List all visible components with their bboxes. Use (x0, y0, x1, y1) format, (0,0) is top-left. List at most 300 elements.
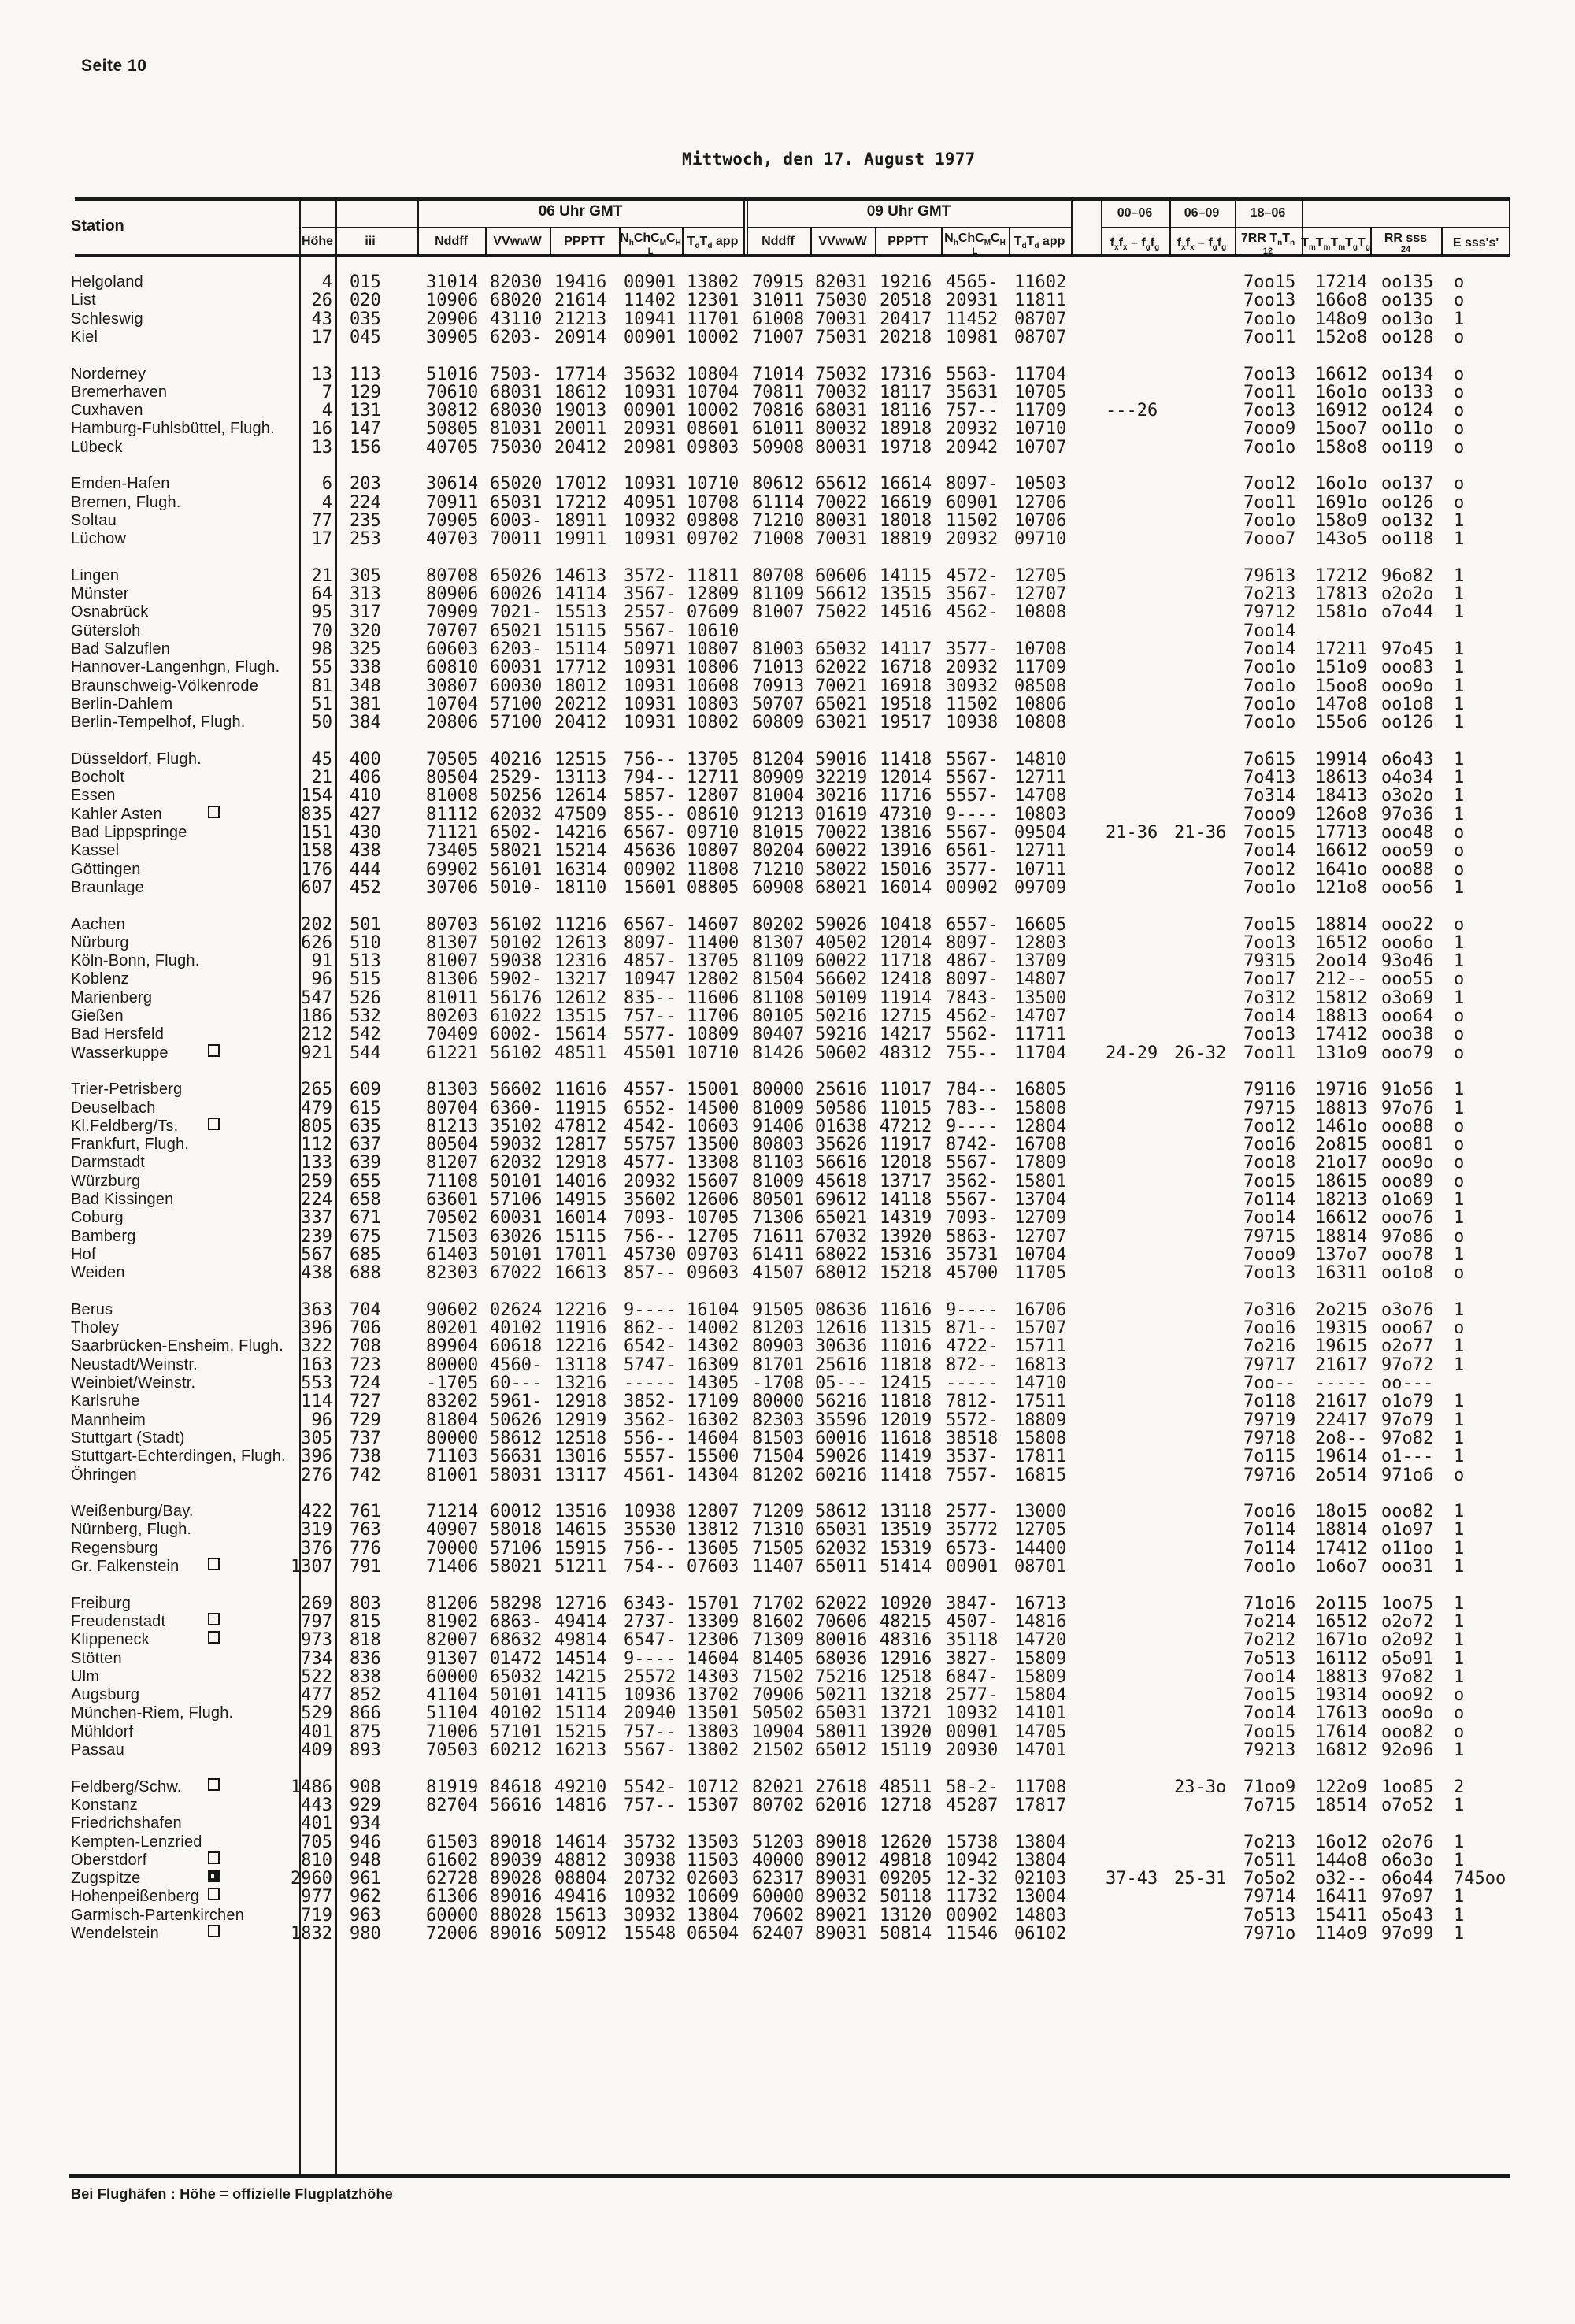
ppptt-06: 47509 (554, 804, 607, 825)
ppptt-09: 48316 (880, 1630, 932, 1651)
ppptt-09: 13920 (880, 1722, 932, 1742)
tmtm-value: 121o8 (1315, 877, 1368, 898)
vvwww-06: 4560- (490, 1355, 543, 1375)
header-bottom-line (75, 254, 1510, 257)
ppptt-06: 21213 (554, 309, 607, 329)
vvwww-09: 27618 (815, 1777, 868, 1797)
vvwww-06: 56602 (490, 1080, 543, 1100)
nddff-09: 91505 (752, 1299, 805, 1320)
tdtd-09: 10706 (1014, 510, 1067, 531)
esss-value: 1 (1454, 1850, 1465, 1870)
nddff-09: 80501 (752, 1190, 805, 1210)
esss-value: 1 (1454, 1447, 1465, 1467)
ppptt-06: 49416 (554, 1887, 607, 1907)
tmtm-value: 114o9 (1315, 1924, 1368, 1944)
esss-value: 1 (1454, 309, 1465, 329)
station-name: Saarbrücken-Ensheim, Flugh. (71, 1337, 284, 1355)
nddff-09: 70915 (752, 272, 805, 292)
tmtm-value: 16612 (1315, 841, 1368, 862)
nddff-06: 40705 (426, 437, 479, 458)
nhcl-09: 20930 (946, 1740, 999, 1760)
tdtd-06: 12802 (687, 969, 739, 990)
ppptt-06: 15114 (554, 1703, 607, 1724)
nhcl-06: 9---- (624, 1299, 676, 1320)
ppptt-09: 18117 (880, 382, 932, 402)
col-header-tdtd-09: $T_dT_d$ app (1014, 235, 1065, 250)
station-name: Nürnberg, Flugh. (71, 1521, 192, 1539)
nddff-09: 31011 (752, 291, 805, 311)
table-row (0, 1650, 1575, 1668)
7rr-value: 7oo14 (1243, 1703, 1296, 1724)
ppptt-06: 17712 (554, 658, 607, 678)
tdtd-06: 13804 (687, 1905, 739, 1926)
7rr-value: 7oo1o (1243, 437, 1296, 458)
ppptt-06: 20914 (554, 327, 607, 347)
nhcl-09: 11502 (946, 694, 999, 714)
nhcl-06: 35602 (624, 1190, 676, 1210)
ppptt-06: 14614 (554, 1832, 607, 1852)
ppptt-09: 12620 (880, 1832, 932, 1852)
vvwww-06: 84618 (490, 1777, 543, 1797)
hoehe-value: 396 (301, 1318, 332, 1339)
ppptt-06: 19911 (554, 529, 607, 550)
tdtd-06: 10804 (687, 364, 739, 384)
rr24-value: ooo56 (1381, 877, 1434, 898)
hoehe-value: 2960 (291, 1869, 332, 1889)
hoehe-value: 805 (301, 1116, 332, 1136)
vvwww-06: 58612 (490, 1428, 543, 1448)
station-number: 946 (350, 1832, 381, 1852)
vvwww-09: 68036 (815, 1648, 868, 1669)
hoehe-value: 396 (301, 1447, 332, 1467)
header-06-box-right (743, 197, 745, 257)
tdtd-09: 12709 (1014, 1208, 1067, 1229)
nhcl-06: 25572 (624, 1666, 676, 1687)
nhcl-06: 45501 (624, 1043, 676, 1063)
table-row (0, 1173, 1575, 1191)
nhcl-06: 757-- (624, 1795, 676, 1815)
nhcl-09: 5557- (946, 786, 999, 806)
nddff-06: 61306 (426, 1887, 479, 1907)
ppptt-09: 12518 (880, 1666, 932, 1687)
hoehe-value: 734 (301, 1648, 332, 1669)
station-number: 129 (350, 382, 381, 402)
rr24-value: 97o99 (1381, 1924, 1434, 1944)
hoehe-value: 401 (301, 1814, 332, 1834)
hoehe-value: 719 (301, 1905, 332, 1926)
vvwww-09: 30636 (815, 1336, 868, 1357)
nddff-06: 80504 (426, 1135, 479, 1155)
vvwww-06: 50256 (490, 786, 543, 806)
ppptt-06: 17212 (554, 492, 607, 513)
esss-value: 1 (1454, 584, 1465, 605)
nhcl-09: 755-- (946, 1043, 999, 1063)
nhcl-06: 10938 (624, 1502, 676, 1522)
nhcl-09: 4565- (946, 272, 999, 292)
tmtm-value: 2o215 (1315, 1299, 1368, 1320)
ppptt-06: 15114 (554, 639, 607, 659)
tmtm-value: 158o9 (1315, 510, 1368, 531)
vvwww-09: 56612 (815, 584, 868, 605)
hoehe-value: 7 (321, 382, 332, 402)
station-number: 203 (350, 474, 381, 495)
nhcl-06: 10941 (624, 309, 676, 329)
ppptt-06: 14115 (554, 1685, 607, 1706)
hoehe-value: 553 (301, 1373, 332, 1393)
vvwww-06: 65021 (490, 621, 543, 641)
nddff-09: 10904 (752, 1722, 805, 1742)
hoehe-value: 376 (301, 1538, 332, 1559)
nddff-09: 70602 (752, 1905, 805, 1926)
station-number: 635 (350, 1116, 381, 1136)
ppptt-09: 12014 (880, 932, 932, 953)
tdtd-06: 14002 (687, 1318, 739, 1339)
nhcl-09: 11732 (946, 1887, 999, 1907)
7rr-value: 79715 (1243, 1098, 1296, 1118)
fxfx-0609-value: 26-32 (1174, 1043, 1227, 1063)
nhcl-06: 3852- (624, 1392, 676, 1412)
nhcl-06: 8097- (624, 932, 676, 953)
rr24-value: 97o86 (1381, 1226, 1434, 1247)
group-header-06uhr: 06 Uhr GMT (538, 203, 623, 220)
nddff-06: 81303 (426, 1080, 479, 1100)
station-name: Bocholt (71, 769, 125, 787)
esss-value: 1 (1454, 932, 1465, 953)
nhcl-09: 4572- (946, 565, 999, 586)
tdtd-09: 17811 (1014, 1447, 1067, 1467)
7rr-value: 7oo11 (1243, 382, 1296, 402)
ppptt-06: 12918 (554, 1153, 607, 1173)
ppptt-06: 12613 (554, 932, 607, 953)
vvwww-06: 01472 (490, 1648, 543, 1669)
rr24-value: 92o96 (1381, 1740, 1434, 1760)
table-row (0, 916, 1575, 934)
tdtd-06: 10710 (687, 474, 739, 495)
vvwww-09: 67032 (815, 1226, 868, 1247)
vvwww-06: 02624 (490, 1299, 543, 1320)
7rr-value: 79718 (1243, 1428, 1296, 1448)
tmtm-value: 16512 (1315, 1611, 1368, 1632)
tdtd-06: 12809 (687, 584, 739, 605)
ppptt-09: 15316 (880, 1244, 932, 1265)
station-name: Tholey (71, 1319, 120, 1337)
tdtd-06: 07603 (687, 1557, 739, 1577)
tdtd-09: 13704 (1014, 1190, 1067, 1210)
nhcl-09: 7843- (946, 988, 999, 1008)
nddff-09: 21502 (752, 1740, 805, 1760)
nddff-09: 81103 (752, 1153, 805, 1173)
nhcl-06: 9---- (624, 1648, 676, 1669)
tmtm-value: 17211 (1315, 639, 1368, 659)
table-row (0, 1447, 1575, 1466)
ppptt-06: 14915 (554, 1190, 607, 1210)
vvwww-09: 65031 (815, 1703, 868, 1724)
nhcl-06: 5857- (624, 786, 676, 806)
ppptt-09: 13218 (880, 1685, 932, 1706)
table-row (0, 1136, 1575, 1154)
tmtm-value: 15oo7 (1315, 419, 1368, 439)
hoehe-value: 51 (311, 694, 332, 714)
vvwww-09: 62016 (815, 1795, 868, 1815)
station-name: Klippeneck (71, 1631, 150, 1649)
nddff-09: 81504 (752, 969, 805, 990)
tdtd-06: 10609 (687, 1887, 739, 1907)
rr24-value: oo135 (1381, 272, 1434, 292)
station-name: Berlin-Tempelhof, Flugh. (71, 714, 246, 732)
nddff-09: 82303 (752, 1410, 805, 1430)
station-name: Bad Hersfeld (71, 1025, 165, 1043)
7rr-value: 7oo15 (1243, 1171, 1296, 1192)
rr24-value: ooo79 (1381, 1043, 1434, 1063)
vvwww-06: 58021 (490, 1557, 543, 1577)
tdtd-09: 10803 (1014, 804, 1067, 825)
ppptt-06: 13515 (554, 1006, 607, 1026)
ppptt-09: 11616 (880, 1299, 932, 1320)
nddff-06: 70610 (426, 382, 479, 402)
station-number: 224 (350, 492, 381, 513)
header-sep-09c (941, 228, 943, 257)
vvwww-09: 59026 (815, 914, 868, 935)
nhcl-06: 5557- (624, 1447, 676, 1467)
ppptt-09: 14516 (880, 602, 932, 623)
nhcl-06: 50971 (624, 639, 676, 659)
vvwww-06: 2529- (490, 768, 543, 788)
tmtm-value: 1641o (1315, 859, 1368, 880)
ppptt-06: 12216 (554, 1299, 607, 1320)
tdtd-09: 14705 (1014, 1722, 1067, 1742)
rr24-value: ooo9o (1381, 1703, 1434, 1724)
tmtm-value: 2o8-- (1315, 1428, 1368, 1448)
hoehe-value: 96 (311, 1410, 332, 1430)
table-row (0, 622, 1575, 640)
tdtd-06: 13705 (687, 749, 739, 769)
nddff-09: 80202 (752, 914, 805, 935)
col-header-vvwww-06: VVwwW (493, 235, 542, 248)
rr24-value: ooo64 (1381, 1006, 1434, 1026)
hoehe-value: 363 (301, 1299, 332, 1320)
nddff-09: 61011 (752, 419, 805, 439)
tdtd-06: 09808 (687, 510, 739, 531)
tdtd-09: 10711 (1014, 859, 1067, 880)
table-row (0, 989, 1575, 1007)
nddff-09: 80909 (752, 768, 805, 788)
7rr-value: 7oo13 (1243, 401, 1296, 421)
nhcl-06: 15601 (624, 877, 676, 898)
tdtd-09: 14400 (1014, 1538, 1067, 1559)
table-row (0, 1851, 1575, 1870)
header-sep-09a (810, 228, 812, 257)
nddff-09: 50502 (752, 1703, 805, 1724)
ppptt-06: 15214 (554, 841, 607, 862)
nddff-09: 70913 (752, 676, 805, 696)
nhcl-09: 3567- (946, 584, 999, 605)
7rr-value: 7oo12 (1243, 1116, 1296, 1136)
tdtd-09: 12706 (1014, 492, 1067, 513)
tdtd-06: 13802 (687, 272, 739, 292)
vvwww-09: 60022 (815, 951, 868, 972)
station-number: 544 (350, 1043, 381, 1063)
tdtd-09: 11811 (1014, 291, 1067, 311)
nddff-09: 81602 (752, 1611, 805, 1632)
station-name: Berus (71, 1300, 113, 1318)
hoehe-value: 186 (301, 1006, 332, 1026)
vvwww-06: 60031 (490, 1208, 543, 1229)
vvwww-09: 32219 (815, 768, 868, 788)
tdtd-09: 11704 (1014, 1043, 1067, 1063)
nddff-06: 81804 (426, 1410, 479, 1430)
vvwww-09: 62022 (815, 1593, 868, 1614)
ppptt-09: 18116 (880, 401, 932, 421)
table-row (0, 1723, 1575, 1741)
nhcl-06: 6567- (624, 823, 676, 843)
nddff-09: 50908 (752, 437, 805, 458)
table-row (0, 824, 1575, 842)
ppptt-06: 17012 (554, 474, 607, 495)
7rr-value: 7oo14 (1243, 1208, 1296, 1229)
tdtd-09: 12707 (1014, 584, 1067, 605)
7rr-value: 7oo11 (1243, 1043, 1296, 1063)
table-row (0, 1228, 1575, 1246)
rr24-value: ooo6o (1381, 932, 1434, 953)
nddff-09: 80000 (752, 1080, 805, 1100)
station-number: 671 (350, 1208, 381, 1229)
hoehe-value: 305 (301, 1428, 332, 1448)
nddff-09: 60809 (752, 713, 805, 733)
tdtd-06: 09702 (687, 529, 739, 550)
nhcl-09: 6573- (946, 1538, 999, 1559)
nhcl-06: 4542- (624, 1116, 676, 1136)
tdtd-09: 15801 (1014, 1171, 1067, 1192)
nddff-06: 80704 (426, 1098, 479, 1118)
station-number: 791 (350, 1557, 381, 1577)
tmtm-value: 131o9 (1315, 1043, 1368, 1063)
nhcl-06: 11402 (624, 291, 676, 311)
vvwww-09: 65012 (815, 1740, 868, 1760)
nddff-06: 81902 (426, 1611, 479, 1632)
hoehe-value: 1307 (291, 1557, 332, 1577)
station-number: 723 (350, 1355, 381, 1375)
ppptt-06: 48812 (554, 1850, 607, 1870)
hoehe-value: 319 (301, 1520, 332, 1540)
ppptt-06: 47812 (554, 1116, 607, 1136)
nhcl-06: 754-- (624, 1557, 676, 1577)
tdtd-09: 10704 (1014, 1244, 1067, 1265)
nhcl-09: 20932 (946, 658, 999, 678)
tmtm-value: 158o8 (1315, 437, 1368, 458)
station-name: Münster (71, 585, 129, 603)
ppptt-06: 50912 (554, 1924, 607, 1944)
nhcl-09: 10932 (946, 1703, 999, 1724)
nhcl-09: 6561- (946, 841, 999, 862)
station-number: 963 (350, 1905, 381, 1926)
station-number: 348 (350, 676, 381, 696)
7rr-value: 7oo16 (1243, 1502, 1296, 1522)
station-name: Feldberg/Schw. (71, 1777, 182, 1796)
hoehe-value: 973 (301, 1630, 332, 1651)
esss-value: o (1454, 1135, 1465, 1155)
tmtm-value: 21617 (1315, 1392, 1368, 1412)
nddff-06: 62728 (426, 1869, 479, 1889)
nddff-06: 61403 (426, 1244, 479, 1265)
header-right-box-right (1509, 197, 1510, 257)
tdtd-06: 13803 (687, 1722, 739, 1742)
vvwww-09: 45618 (815, 1171, 868, 1192)
esss-value: 1 (1454, 877, 1465, 898)
hoehe-value: 835 (301, 804, 332, 825)
ppptt-06: 17011 (554, 1244, 607, 1265)
tmtm-value: 17412 (1315, 1025, 1368, 1045)
vvwww-06: 56102 (490, 1043, 543, 1063)
nddff-06: 80203 (426, 1006, 479, 1026)
ppptt-06: 14215 (554, 1666, 607, 1687)
station-number: 253 (350, 529, 381, 550)
ppptt-06: 15115 (554, 621, 607, 641)
ppptt-06: 13516 (554, 1502, 607, 1522)
station-number: 384 (350, 713, 381, 733)
tmtm-value: 16o12 (1315, 1832, 1368, 1852)
station-number: 980 (350, 1924, 381, 1944)
ppptt-09: 47212 (880, 1116, 932, 1136)
header-sep-06a (485, 228, 487, 257)
ppptt-09: 11315 (880, 1318, 932, 1339)
nddff-06: 71108 (426, 1171, 479, 1192)
rr24-value: ooo59 (1381, 841, 1434, 862)
rr24-value: ooo78 (1381, 1244, 1434, 1265)
nddff-09: 61411 (752, 1244, 805, 1265)
nddff-09: 80105 (752, 1006, 805, 1026)
station-name: Braunlage (71, 878, 144, 896)
vvwww-06: 5010- (490, 877, 543, 898)
nhcl-06: 45636 (624, 841, 676, 862)
nhcl-09: 3827- (946, 1648, 999, 1669)
table-row (0, 1521, 1575, 1539)
7rr-value: 7o213 (1243, 584, 1296, 605)
7rr-value: 7o212 (1243, 1630, 1296, 1651)
tdtd-09: 10808 (1014, 602, 1067, 623)
vvwww-09: 70032 (815, 382, 868, 402)
tdtd-06: 10608 (687, 676, 739, 696)
ppptt-09: 14115 (880, 565, 932, 586)
ppptt-09: 47310 (880, 804, 932, 825)
fxfx-0006-value: ---26 (1106, 401, 1158, 421)
vvwww-09: 01638 (815, 1116, 868, 1136)
nddff-09: 81701 (752, 1355, 805, 1375)
vvwww-06: 50101 (490, 1171, 543, 1192)
7rr-value: 7oo1o (1243, 510, 1296, 531)
7rr-value: 7ooo9 (1243, 1244, 1296, 1265)
station-name: Konstanz (71, 1796, 138, 1814)
station-number: 609 (350, 1080, 381, 1100)
ppptt-06: 13113 (554, 768, 607, 788)
vvwww-09: 50216 (815, 1006, 868, 1026)
hoehe-value: 276 (301, 1465, 332, 1485)
esss-value: 1 (1454, 1924, 1465, 1944)
station-marker-icon (208, 1613, 220, 1625)
nddff-06: 60000 (426, 1905, 479, 1926)
tmtm-value: 1461o (1315, 1116, 1368, 1136)
esss-value: o (1454, 914, 1465, 935)
ppptt-09: 50814 (880, 1924, 932, 1944)
station-number: 776 (350, 1538, 381, 1559)
nhcl-09: 00902 (946, 1905, 999, 1926)
esss-value: 1 (1454, 1428, 1465, 1448)
vvwww-06: 50102 (490, 932, 543, 953)
rr24-value: o6o44 (1381, 1869, 1434, 1889)
nddff-06: 20906 (426, 309, 479, 329)
tdtd-09: 15808 (1014, 1098, 1067, 1118)
nhcl-06: 756-- (624, 1538, 676, 1559)
7rr-value: 7oo15 (1243, 823, 1296, 843)
